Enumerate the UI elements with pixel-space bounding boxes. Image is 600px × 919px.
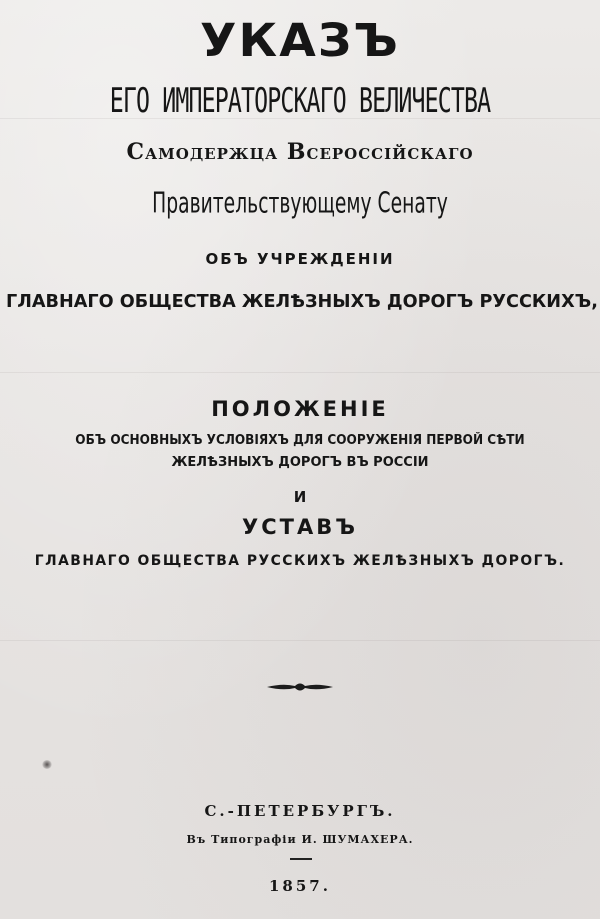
paper-crease (0, 640, 600, 641)
imprint-year: 1857. (269, 877, 331, 895)
imprint-city: С.-ПЕТЕРБУРГЪ. (204, 802, 396, 820)
addressee-line: Правительствующему Сенату (152, 186, 448, 220)
imprint-rule (290, 858, 312, 860)
conjunction-and: И (293, 488, 307, 506)
ink-spot (42, 760, 52, 769)
document-title: УКАЗЪ (199, 14, 401, 67)
charter-heading: УСТАВЪ (242, 515, 358, 539)
regulation-subtitle-line2: ЖЕЛѢЗНЫХЪ ДОРОГЪ ВЪ РОССІИ (171, 455, 429, 470)
regulation-heading: ПОЛОЖЕНІЕ (211, 397, 389, 421)
about-prefix-line: ОБЪ УЧРЕЖДЕНІИ (205, 250, 395, 268)
paper-crease (0, 372, 600, 373)
autocrat-line: Самодержца Всероссійскаго (126, 139, 474, 165)
emperor-line: ЕГО ИМПЕРАТОРСКАГО ВЕЛИЧЕСТВА (109, 82, 491, 121)
regulation-subtitle-line1: ОБЪ ОСНОВНЫХЪ УСЛОВІЯХЪ ДЛЯ СООРУЖЕНІЯ ПЕРВОЙ СѢТИ (75, 433, 525, 448)
society-name-line: ГЛАВНАГО ОБЩЕСТВА ЖЕЛѢЗНЫХЪ ДОРОГЪ РУССКИХЪ, (6, 291, 598, 312)
ornament-divider-icon (265, 680, 335, 694)
imprint-printer: Въ Типографіи И. ШУМАХЕРА. (186, 833, 414, 846)
charter-subtitle: ГЛАВНАГО ОБЩЕСТВА РУССКИХЪ ЖЕЛѢЗНЫХЪ ДОРОГЪ. (34, 553, 566, 569)
